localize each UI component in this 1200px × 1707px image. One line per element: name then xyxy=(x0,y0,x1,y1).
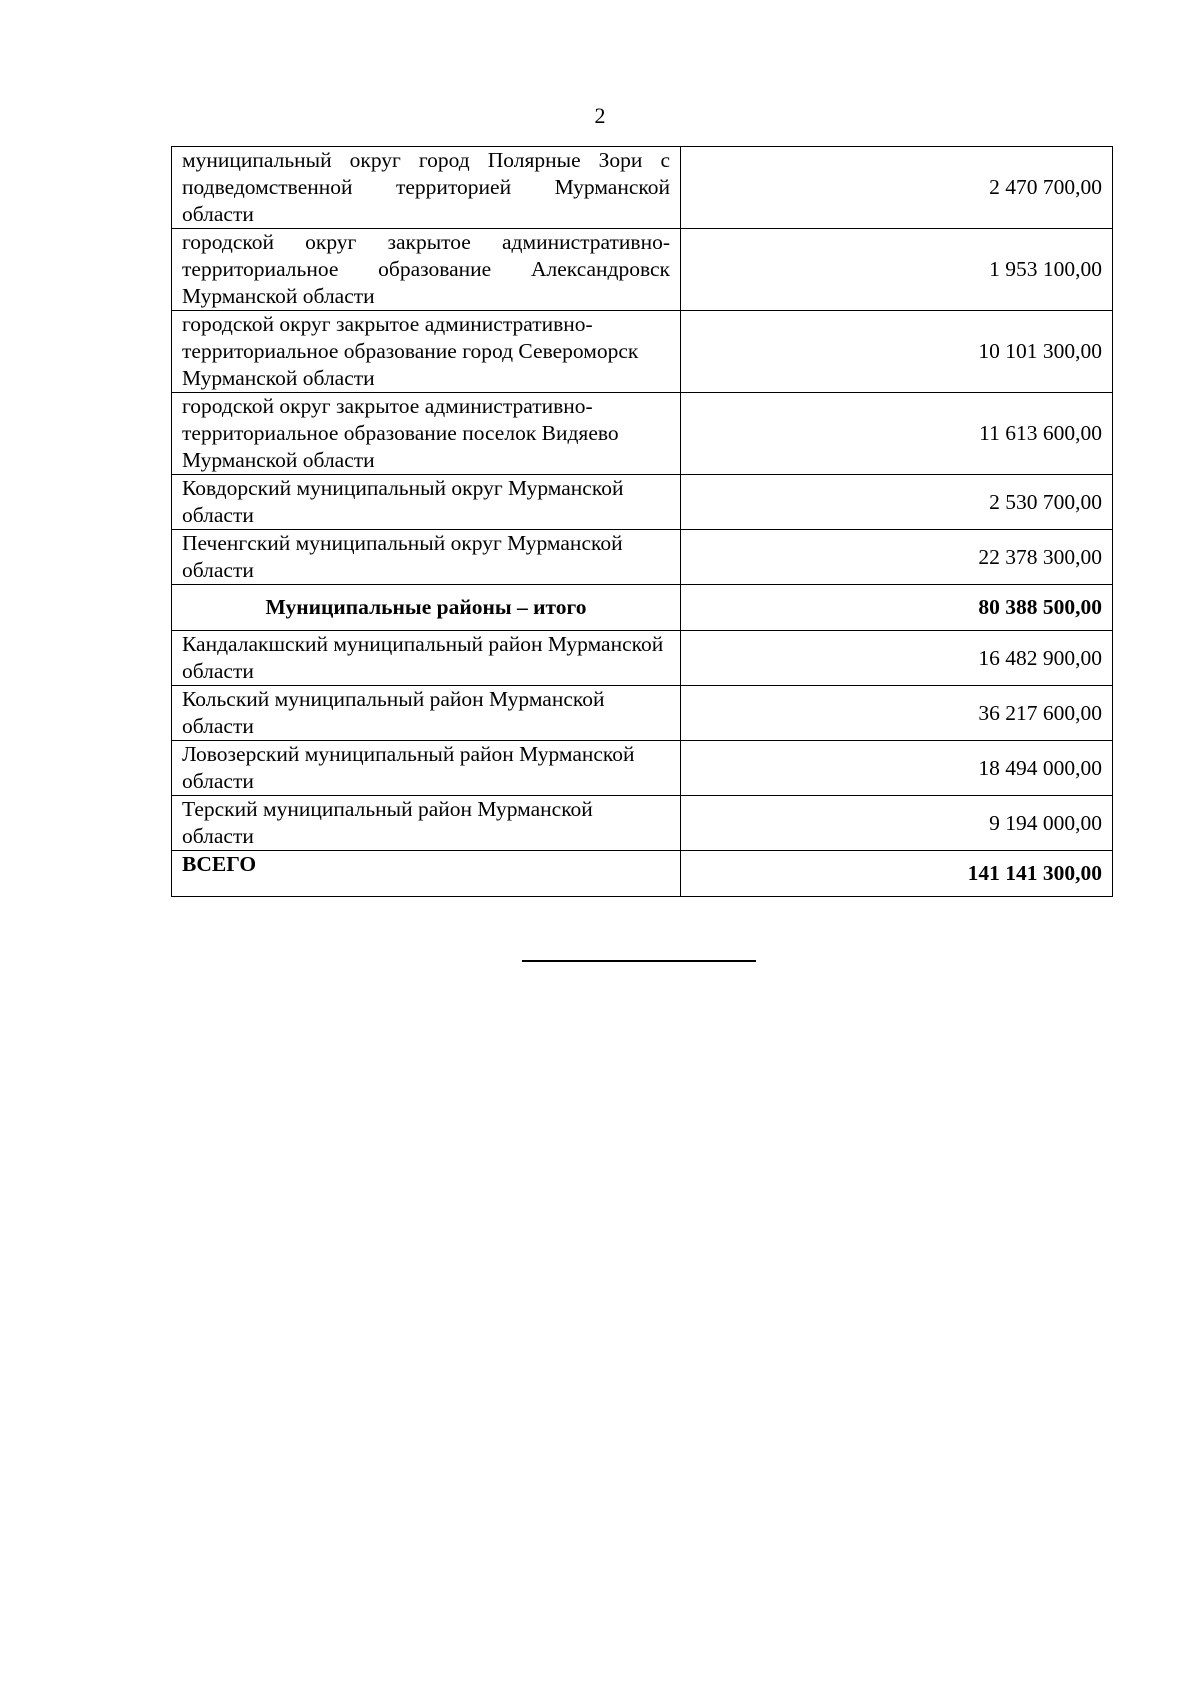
municipality-name: Терский муниципальный район Мурманской области xyxy=(172,796,681,851)
municipality-name: городской округ закрытое административно-территориальное образование Александровск Мурманской области xyxy=(172,229,681,311)
allocation-amount: 22 378 300,00 xyxy=(681,530,1113,585)
subtotal-label: Муниципальные районы – итого xyxy=(172,585,681,631)
allocation-amount: 18 494 000,00 xyxy=(681,741,1113,796)
end-of-document-rule xyxy=(522,960,756,962)
municipality-name: городской округ закрытое административно-территориальное образование поселок Видяево Мурманской области xyxy=(172,393,681,475)
table-row xyxy=(172,686,1113,741)
municipality-name: Кольский муниципальный район Мурманской области xyxy=(172,686,681,741)
grand-total-row xyxy=(172,851,1113,897)
grand-total-label: ВСЕГО xyxy=(172,851,681,897)
municipality-name: Кандалакшский муниципальный район Мурманской области xyxy=(172,631,681,686)
allocation-amount: 10 101 300,00 xyxy=(681,311,1113,393)
municipality-name: городской округ закрытое административно-территориальное образование город Североморск Мурманской области xyxy=(172,311,681,393)
allocation-amount: 2 530 700,00 xyxy=(681,475,1113,530)
grand-total-amount: 141 141 300,00 xyxy=(681,851,1113,897)
subtotal-row xyxy=(172,585,1113,631)
page-number: 2 xyxy=(594,103,606,128)
municipality-name: муниципальный округ город Полярные Зори с подведомственной территорией Мурманской области xyxy=(172,147,681,229)
table-row xyxy=(172,393,1113,475)
allocation-amount: 2 470 700,00 xyxy=(681,147,1113,229)
table-row xyxy=(172,796,1113,851)
subtotal-amount: 80 388 500,00 xyxy=(681,585,1113,631)
table-row xyxy=(172,147,1113,229)
allocation-amount: 9 194 000,00 xyxy=(681,796,1113,851)
table-row xyxy=(172,311,1113,393)
allocation-table xyxy=(171,146,1113,897)
allocation-amount: 1 953 100,00 xyxy=(681,229,1113,311)
table-row xyxy=(172,741,1113,796)
municipality-name: Ловозерский муниципальный район Мурманской области xyxy=(172,741,681,796)
allocation-amount: 16 482 900,00 xyxy=(681,631,1113,686)
allocation-amount: 11 613 600,00 xyxy=(681,393,1113,475)
municipality-name: Печенгский муниципальный округ Мурманской области xyxy=(172,530,681,585)
table-row xyxy=(172,475,1113,530)
allocation-amount: 36 217 600,00 xyxy=(681,686,1113,741)
municipality-name: Ковдорский муниципальный округ Мурманской области xyxy=(172,475,681,530)
table-row xyxy=(172,631,1113,686)
table-row xyxy=(172,229,1113,311)
table-row xyxy=(172,530,1113,585)
